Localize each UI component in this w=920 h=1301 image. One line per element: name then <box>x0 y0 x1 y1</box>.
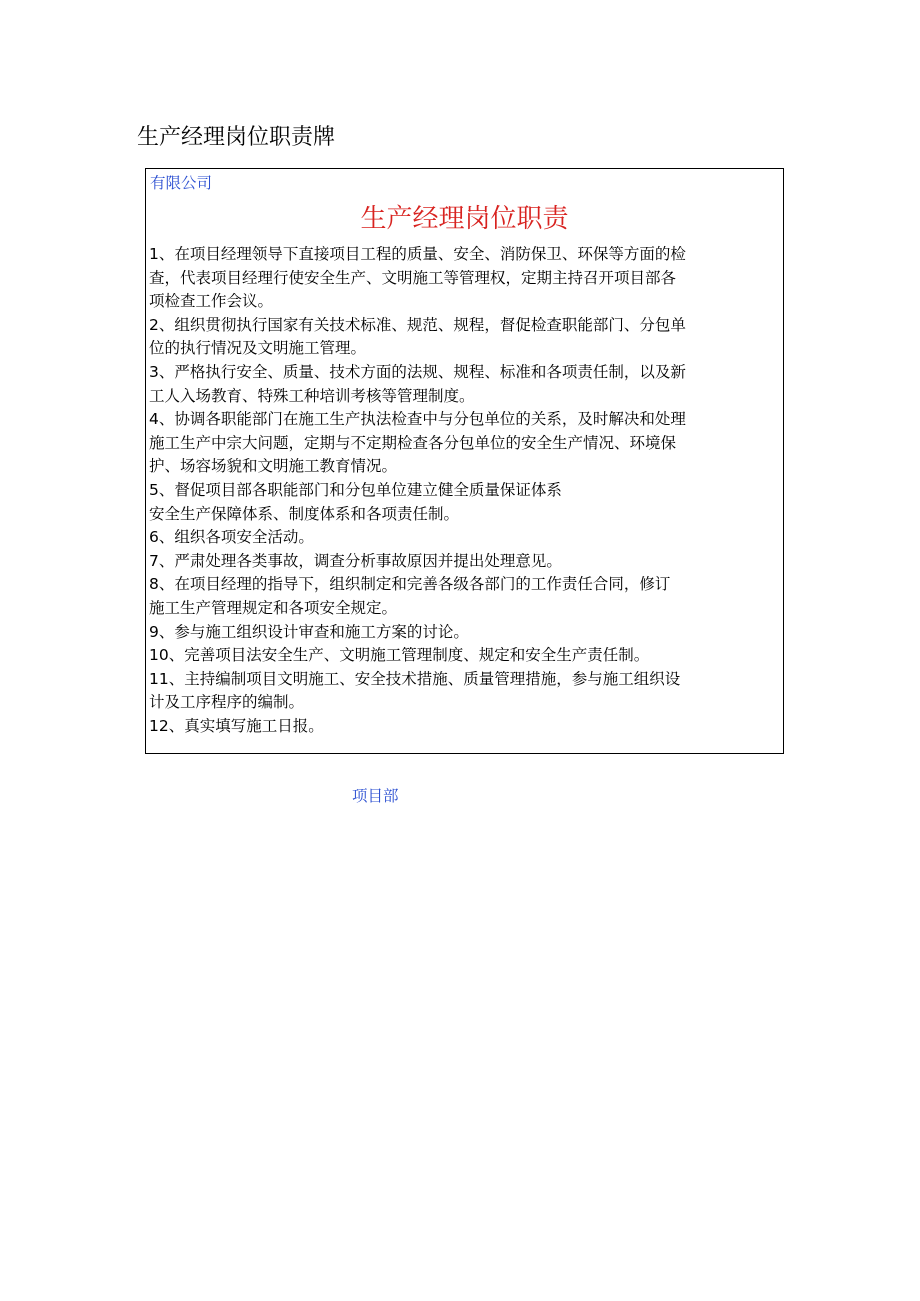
duty-line: 计及工序程序的编制。 <box>149 693 305 712</box>
duty-line: 5、督促项目部各职能部门和分包单位建立健全质量保证体系 <box>149 480 562 499</box>
department-label: 项目部 <box>352 787 399 805</box>
duty-line: 3、严格执行安全、质量、技术方面的法规、规程、标准和各项责任制，以及新 <box>149 362 686 381</box>
duty-line: 8、在项目经理的指导下，组织制定和完善各级各部门的工作责任合同，修订 <box>149 575 671 594</box>
duty-line: 施工生产管理规定和各项安全规定。 <box>149 598 398 617</box>
duty-line: 位的执行情况及文明施工管理。 <box>149 339 367 358</box>
duty-line: 11、主持编制项目文明施工、安全技术措施、质量管理措施，参与施工组织设 <box>149 669 681 688</box>
duty-line: 12、真实填写施工日报。 <box>149 716 324 735</box>
company-name: 有限公司 <box>150 174 213 192</box>
document-heading: 生产经理岗位职责牌 <box>137 125 336 150</box>
duty-line: 7、严肃处理各类事故，调查分析事故原因并提出处理意见。 <box>149 551 562 570</box>
duty-line: 1、在项目经理领导下直接项目工程的质量、安全、消防保卫、环保等方面的检 <box>149 245 686 263</box>
board-title: 生产经理岗位职责 <box>360 204 569 234</box>
duty-line: 6、组织各项安全活动。 <box>149 528 314 547</box>
duty-line: 4、协调各职能部门在施工生产执法检查中与分包单位的关系，及时解决和处理 <box>149 410 686 429</box>
duty-line: 9、参与施工组织设计审查和施工方案的讨论。 <box>149 622 469 641</box>
duty-line: 10、完善项目法安全生产、文明施工管理制度、规定和安全生产责任制。 <box>149 646 650 665</box>
duty-line: 项检查工作会议。 <box>149 292 274 311</box>
duty-line: 安全生产保障体系、制度体系和各项责任制。 <box>149 504 460 523</box>
duty-board <box>145 168 784 754</box>
duty-list <box>149 243 780 738</box>
duty-line: 查，代表项目经理行使安全生产、文明施工等管理权，定期主持召开项目部各 <box>149 268 677 287</box>
duty-line: 2、组织贯彻执行国家有关技术标准、规范、规程，督促检查职能部门、分包单 <box>149 315 686 334</box>
duty-line: 施工生产中宗大问题，定期与不定期检查各分包单位的安全生产情况、环境保 <box>149 433 677 452</box>
duty-line: 护、场容场貌和文明施工教育情况。 <box>149 457 398 476</box>
duty-line: 工人入场教育、特殊工种培训考核等管理制度。 <box>149 386 475 405</box>
